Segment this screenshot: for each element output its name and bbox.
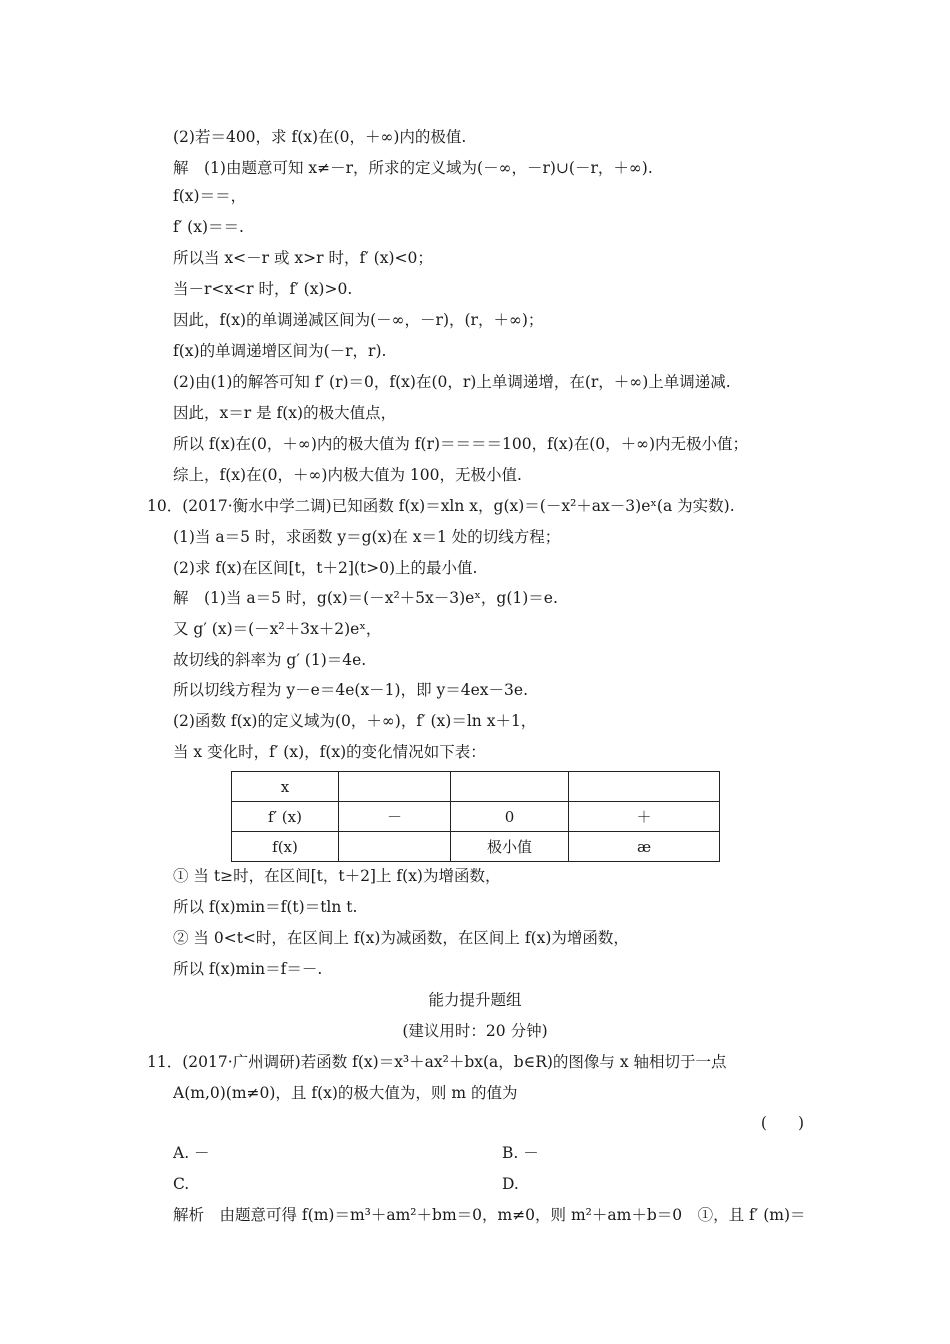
text-line: (2)由(1)的解答可知 f′ (r)＝0，f(x)在(0，r)上单调递增，在(r，＋∞)上单调递减.	[173, 373, 731, 391]
problem-10-statement: 10．(2017·衡水中学二调)已知函数 f(x)＝xln x，g(x)＝(－x²＋ax－3)eˣ(a 为实数).	[147, 497, 735, 515]
text-line: (2)求 f(x)在区间[t，t＋2](t>0)上的最小值.	[173, 559, 478, 577]
section-subheading: (建议用时：20 分钟)	[402, 1022, 548, 1040]
text-line: ① 当 t≥时，在区间[t，t＋2]上 f(x)为增函数，	[173, 867, 501, 885]
text-line: 故切线的斜率为 g′ (1)＝4e.	[173, 651, 367, 669]
section-heading: 能力提升题组	[428, 991, 522, 1009]
text-line: f′ (x)＝＝.	[173, 218, 244, 236]
table-cell: ＋	[569, 802, 720, 832]
text-line: f(x)的单调递增区间为(－r，r).	[173, 342, 387, 360]
text-line: 当 x 变化时，f′ (x)，f(x)的变化情况如下表：	[173, 743, 486, 761]
text-line: A(m,0)(m≠0)，且 f(x)的极大值为，则 m 的值为	[173, 1084, 518, 1102]
table-cell: －	[339, 802, 451, 832]
text-line: 解析 由题意可得 f(m)＝m³＋am²＋bm＝0，m≠0，则 m²＋am＋b＝0 ①，且 f′ (m)＝	[173, 1206, 806, 1224]
text-line: 又 g′ (x)＝(－x²＋3x＋2)eˣ，	[173, 620, 382, 638]
table-cell: æ	[569, 832, 720, 862]
option-a: A. －	[173, 1144, 210, 1162]
text-line: 当－r<x<r 时，f′ (x)>0.	[173, 280, 353, 298]
table-row	[232, 772, 720, 802]
text-line: 因此，f(x)的单调递减区间为(－∞，－r)，(r，＋∞)；	[173, 311, 544, 329]
option-c: C.	[173, 1175, 190, 1193]
text-line: 所以当 x<－r 或 x>r 时，f′ (x)<0；	[173, 249, 433, 267]
text-line: f(x)＝＝，	[173, 187, 247, 205]
text-line: 综上，f(x)在(0，＋∞)内极大值为 100，无极小值.	[173, 466, 522, 484]
text-line: 所以切线方程为 y－e＝4e(x－1)，即 y＝4ex－3e.	[173, 681, 529, 699]
text-line: (2)函数 f(x)的定义域为(0，＋∞)，f′ (x)＝ln x＋1，	[173, 712, 537, 730]
option-b: B. －	[502, 1144, 539, 1162]
text-line: (1)当 a＝5 时，求函数 y＝g(x)在 x＝1 处的切线方程；	[173, 528, 561, 546]
table-row	[232, 832, 720, 862]
text-line: (2)若＝400，求 f(x)在(0，＋∞)内的极值.	[173, 128, 467, 146]
answer-bracket: ( )	[760, 1114, 804, 1132]
text-line: 解 (1)当 a＝5 时，g(x)＝(－x²＋5x－3)eˣ，g(1)＝e.	[173, 589, 558, 607]
problem-11-statement: 11．(2017·广州调研)若函数 f(x)＝x³＋ax²＋bx(a，b∈R)的图像与 x 轴相切于一点	[147, 1053, 727, 1071]
variation-table	[231, 771, 720, 862]
table-cell: 极小值	[451, 832, 569, 862]
text-line: ② 当 0<t<时，在区间上 f(x)为减函数，在区间上 f(x)为增函数，	[173, 929, 629, 947]
table-cell	[339, 772, 451, 802]
table-cell	[569, 772, 720, 802]
text-line: 解 (1)由题意可知 x≠－r，所求的定义域为(－∞，－r)∪(－r，＋∞).	[173, 159, 653, 177]
table-cell: 0	[451, 802, 569, 832]
table-cell	[339, 832, 451, 862]
text-line: 所以 f(x)min＝f＝－.	[173, 960, 323, 978]
text-line: 因此，x＝r 是 f(x)的极大值点，	[173, 404, 397, 422]
table-cell	[451, 772, 569, 802]
option-d: D.	[502, 1175, 519, 1193]
table-cell: f′ (x)	[232, 802, 339, 832]
table-row	[232, 802, 720, 832]
table-cell: f(x)	[232, 832, 339, 862]
text-line: 所以 f(x)在(0，＋∞)内的极大值为 f(r)＝＝＝＝100，f(x)在(0，＋∞)内无极小值；	[173, 435, 749, 453]
text-line: 所以 f(x)min＝f(t)＝tln t.	[173, 898, 358, 916]
table-cell: x	[232, 772, 339, 802]
